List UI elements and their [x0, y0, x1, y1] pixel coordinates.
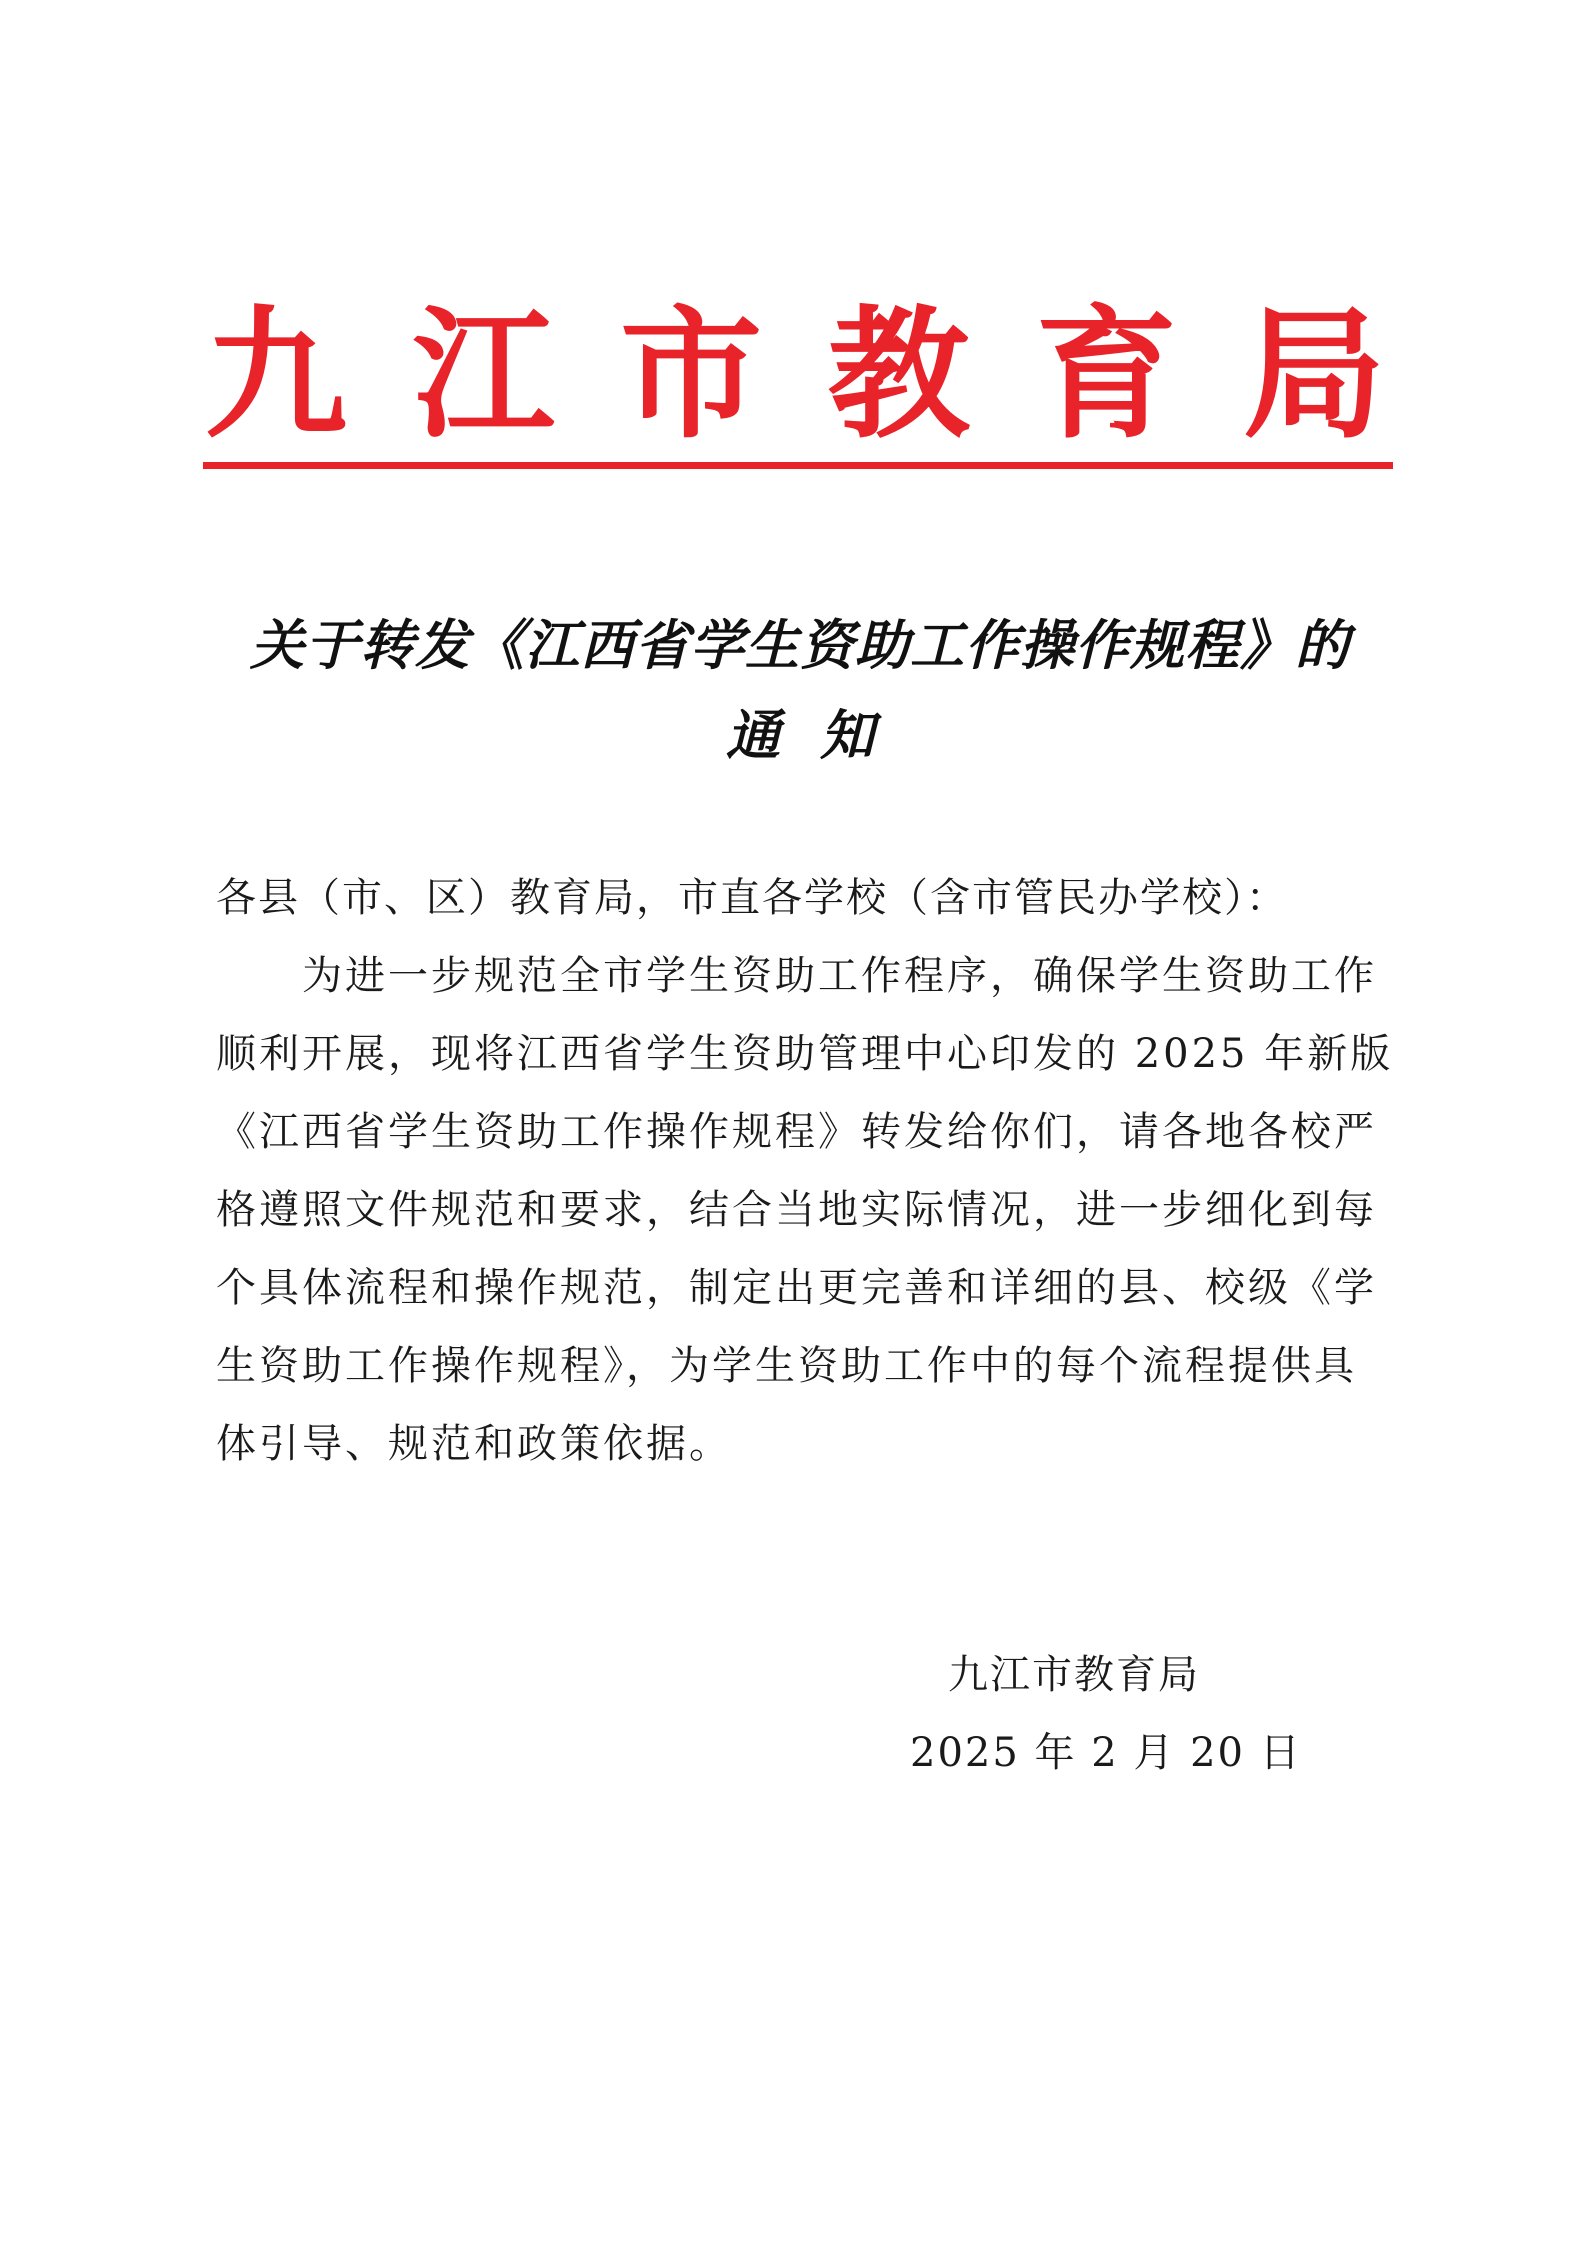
body-line: 顺利开展，现将江西省学生资助管理中心印发的 2025 年新版 — [216, 1031, 1394, 1077]
body-line: 体引导、规范和政策依据。 — [216, 1421, 732, 1467]
masthead-char: 九 — [205, 292, 347, 458]
salutation: 各县（市、区）教育局，市直各学校（含市管民办学校）： — [216, 875, 1288, 921]
masthead-char: 市 — [620, 292, 763, 458]
body-line: 生资助工作操作规程》，为学生资助工作中的每个流程提供具 — [216, 1343, 1357, 1389]
masthead-char: 教 — [827, 292, 970, 458]
signature-organization: 九江市教育局 — [948, 1652, 1200, 1698]
body-line: 个具体流程和操作规范，制定出更完善和详细的县、校级《学 — [216, 1265, 1377, 1311]
body-line: 为进一步规范全市学生资助工作程序，确保学生资助工作 — [216, 953, 1377, 999]
masthead-char: 育 — [1035, 292, 1178, 458]
document-title-line-2: 通知 — [726, 703, 914, 767]
body-line: 《江西省学生资助工作操作规程》转发给你们，请各地各校严 — [216, 1109, 1377, 1155]
signature-date: 2025 年 2 月 20 日 — [910, 1730, 1302, 1776]
masthead-title — [205, 292, 1385, 458]
masthead-char: 局 — [1242, 292, 1385, 458]
masthead-red-rule — [203, 462, 1393, 469]
body-line: 格遵照文件规范和要求，结合当地实际情况，进一步细化到每 — [216, 1187, 1377, 1233]
masthead-char: 江 — [412, 292, 555, 458]
document-title-line-1: 关于转发《江西省学生资助工作操作规程》的 — [250, 613, 1350, 677]
